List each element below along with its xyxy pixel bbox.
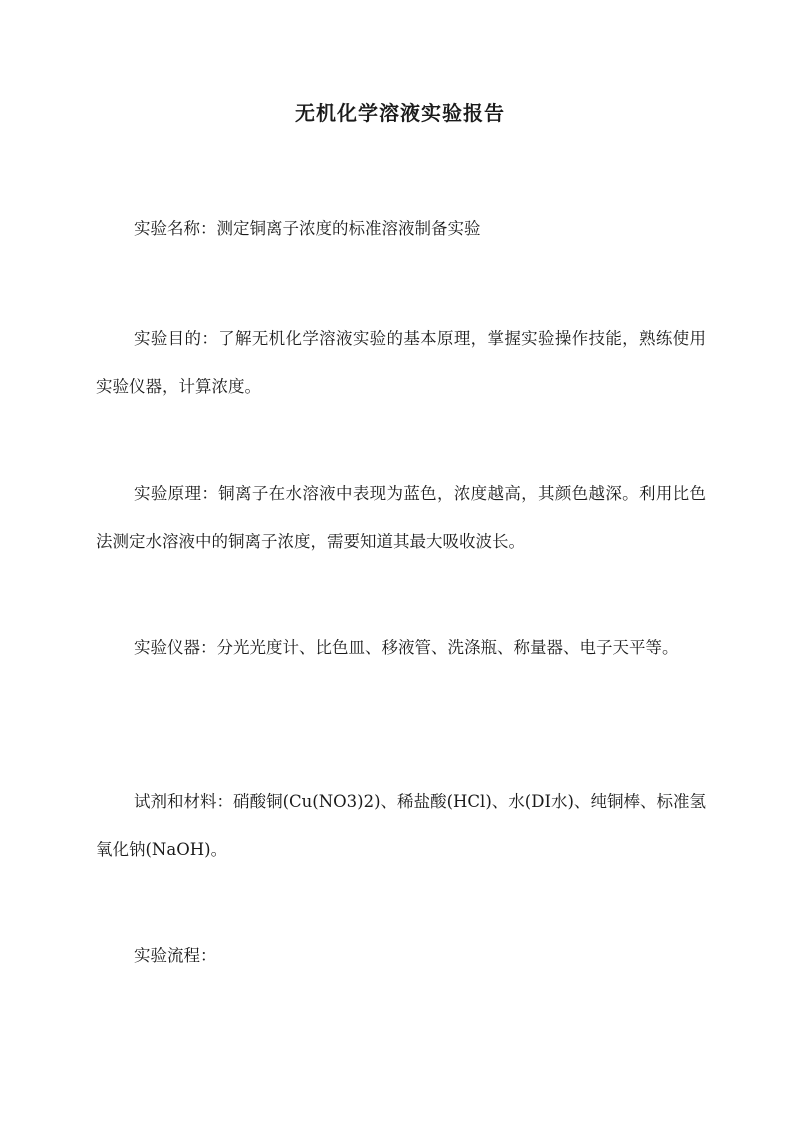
reagents-materials-paragraph: 试剂和材料：硝酸铜(Cu(NO3)2)、稀盐酸(HCl)、水(DI水)、纯铜棒、标准氢氧化钠(NaOH)。 <box>96 792 706 859</box>
experiment-procedure-heading: 实验流程： <box>134 946 217 965</box>
document-title: 无机化学溶液实验报告 <box>295 101 505 125</box>
experiment-name-paragraph: 实验名称：测定铜离子浓度的标准溶液制备实验 <box>134 219 481 238</box>
experiment-purpose-paragraph: 实验目的：了解无机化学溶液实验的基本原理，掌握实验操作技能，熟练使用实验仪器，计算浓度。 <box>96 329 706 396</box>
experiment-instruments-paragraph: 实验仪器：分光光度计、比色皿、移液管、洗涤瓶、称量器、电子天平等。 <box>134 638 679 657</box>
experiment-principle-paragraph: 实验原理：铜离子在水溶液中表现为蓝色，浓度越高，其颜色越深。利用比色法测定水溶液中的铜离子浓度，需要知道其最大吸收波长。 <box>96 484 706 551</box>
